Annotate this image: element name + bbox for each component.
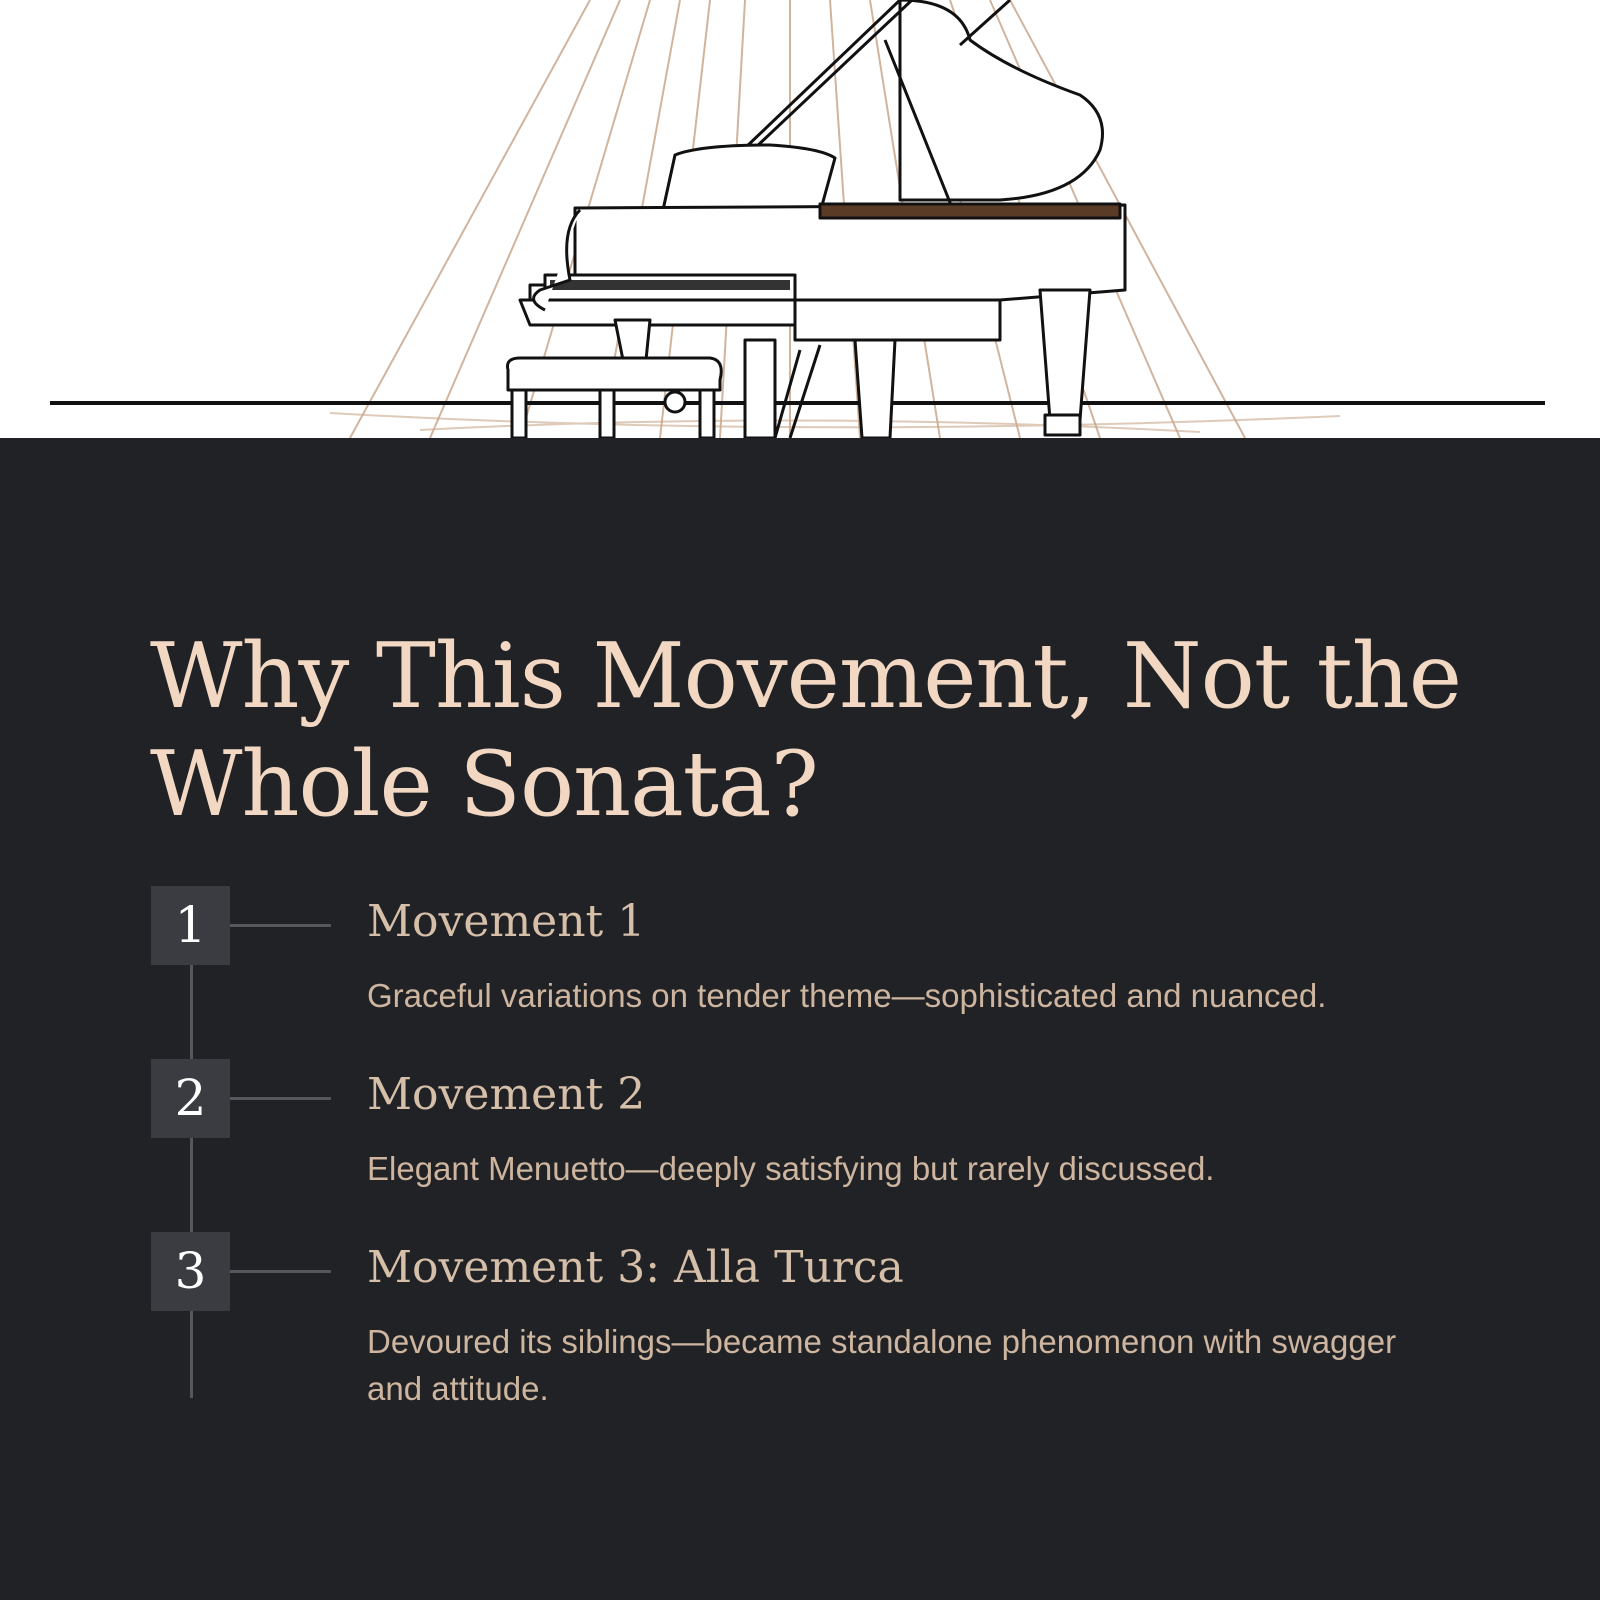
step-connector bbox=[230, 924, 331, 927]
page-title: Why This Movement, Not the Whole Sonata? bbox=[150, 624, 1461, 837]
hero-illustration bbox=[0, 0, 1600, 438]
step-connector bbox=[230, 1270, 331, 1273]
step-number-badge: 2 bbox=[151, 1059, 230, 1138]
step-title: Movement 3: Alla Turca bbox=[367, 1242, 904, 1293]
content-section bbox=[0, 438, 1600, 1600]
grand-piano-illustration bbox=[0, 0, 1600, 438]
piano-icon bbox=[508, 0, 1126, 438]
step-number-badge: 1 bbox=[151, 886, 230, 965]
step-title: Movement 1 bbox=[367, 896, 646, 947]
step-title: Movement 2 bbox=[367, 1069, 646, 1120]
step-connector bbox=[230, 1097, 331, 1100]
step-description: Devoured its siblings—became standalone phenomenon with swagger and attitude. bbox=[367, 1323, 1397, 1407]
step-description: Graceful variations on tender theme—sophisticated and nuanced. bbox=[367, 977, 1327, 1014]
timeline-line bbox=[190, 938, 193, 1398]
step-number-badge: 3 bbox=[151, 1232, 230, 1311]
step-description: Elegant Menuetto—deeply satisfying but rarely discussed. bbox=[367, 1150, 1215, 1187]
